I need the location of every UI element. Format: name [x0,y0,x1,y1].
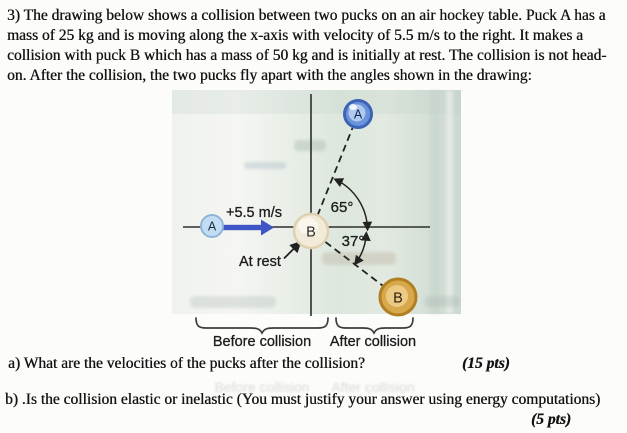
problem-line: collision with puck B which has a mass of 50 kg and is initially at rest. The collision is not head- [7,47,607,64]
puck-a-before-letter: A [207,219,217,234]
puck-b-after-letter: B [393,290,403,307]
after-collision-brace [336,318,413,333]
velocity-label: +5.5 m/s [225,205,283,221]
question-a: a) What are the velocities of the pucks after the collision? [8,355,365,372]
svg-text:Before collision: Before collision [214,379,310,395]
puck-b-rest-letter: B [306,224,316,241]
puck-b-after [380,279,416,315]
question-b: b) .Is the collision elastic or inelastic (You must justify your answer using energy computations) [5,391,601,408]
problem-line: mass of 25 kg and is moving along the x-axis with velocity of 5.5 m/s to the right. It makes a [7,27,583,44]
scan-artifact [424,296,460,307]
puck-a-before [201,215,223,237]
puck-b-at-rest [294,214,328,248]
question-a-points: (15 pts) [462,355,510,372]
after-collision-label: After collision [329,334,417,350]
before-collision-brace [196,318,328,333]
problem-line: 3) The drawing below shows a collision between two pucks on an air hockey table. Puck A has a [7,7,606,24]
angle-37-label: 37° [341,233,365,250]
problem-line: on. After the collision, the two pucks fly apart with the angles shown in the drawing: [7,67,532,84]
question-b-points: (5 pts) [531,411,572,428]
puck-a-after [345,101,372,128]
at-rest-label: At rest [239,254,281,270]
scan-artifact [244,162,286,169]
before-collision-label: Before collision [212,334,312,350]
scan-shading-top [172,90,461,114]
velocity-arrow-shaft [222,225,261,230]
scan-streak [430,90,440,314]
scan-streak [446,90,453,314]
puck-a-after-letter: A [353,107,363,122]
angle-65-label: 65° [330,199,354,216]
svg-text:After collision: After collision [331,379,415,395]
scan-artifact [190,296,276,308]
scan-artifact [294,140,326,151]
diagram-background [172,90,461,314]
